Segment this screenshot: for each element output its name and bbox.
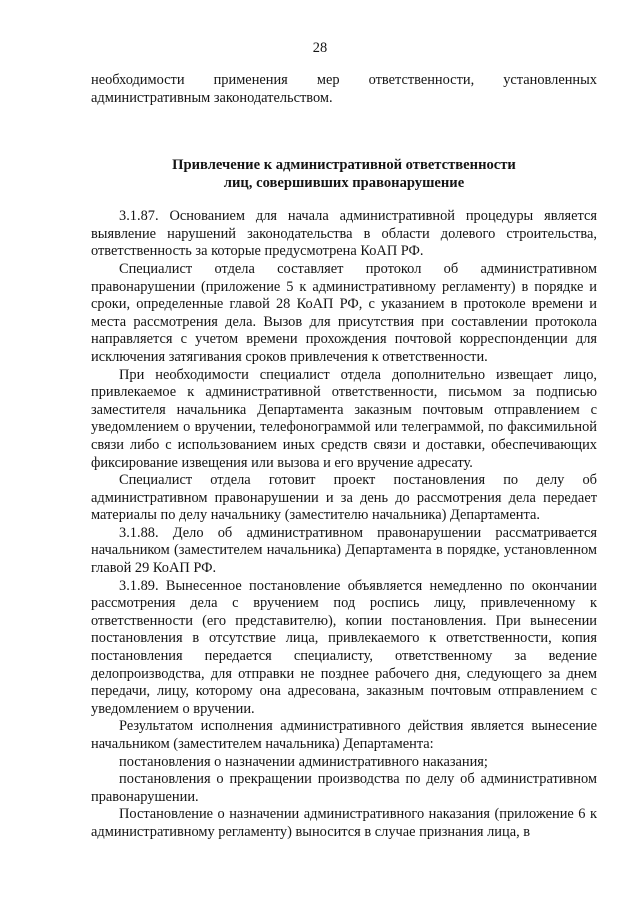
paragraph-result-item-1: постановления о назначении административного наказания; <box>119 753 488 770</box>
paragraph-draft-resolution: Специалист отдела готовит проект постановления по делу об административном правонарушении и за день до рассмотрения дела передает материалы по делу начальнику (заместителю начальника) Департамента. <box>91 472 597 524</box>
section-heading-line-2: лиц, совершивших правонарушение <box>223 175 465 192</box>
intro-paragraph: необходимости применения мер ответственности, установленных административным законодательством. <box>91 72 597 106</box>
paragraph-protocol: Специалист отдела составляет протокол об административном правонарушении (приложение 5 к административному регламенту) в порядке и сроки, определенные главой 28 КоАП РФ, с указанием в протоколе времени и места рассмотрения дела. Вызов для присутствия при составлении протокола направляется с учетом времени прохождения почтовой корреспонденции для исключения затягивания сроков привлечения к ответственности. <box>91 260 597 365</box>
paragraph-3-1-87: 3.1.87. Основанием для начала административной процедуры является выявление нарушений законодательства в области долевого строительства, ответственность за которые предусмотрена КоАП РФ. <box>91 208 597 260</box>
section-heading <box>91 156 597 192</box>
paragraph-penalty-resolution: Постановление о назначении административного наказания (приложение 6 к административному регламенту) выносится в случае признания лица, в <box>91 806 597 840</box>
paragraph-result: Результатом исполнения административного действия является вынесение начальником (заместителем начальника) Департамента: <box>91 718 597 752</box>
paragraph-3-1-88: 3.1.88. Дело об административном правонарушении рассматривается начальником (заместителем начальника) Департамента в порядке, установленном главой 29 КоАП РФ. <box>91 524 597 577</box>
paragraph-3-1-89: 3.1.89. Вынесенное постановление объявляется немедленно по окончании рассмотрения дела с вручением под роспись лицу, привлеченному к ответственности (его представителю), копии постановления. При вынесении постановления в отсутствие лица, привлекаемого к ответственности, копия постановления передается специалисту, ответственному за ведение делопроизводства, для отправки не позднее рабочего дня, следующего за днем передачи, лицу, которому она адресована, заказным почтовым отправлением с уведомлением о вручении. <box>91 577 597 717</box>
section-heading-line-1: Привлечение к административной ответственности <box>172 157 516 174</box>
page-number: 28 <box>312 40 328 56</box>
paragraph-notification: При необходимости специалист отдела дополнительно извещает лицо, привлекаемое к административной ответственности, письмом за подписью заместителя начальника Департамента заказным почтовым отправлением с уведомлением о вручении, телефонограммой или телеграммой, по факсимильной связи либо с использованием иных средств связи и доставки, обеспечивающих фиксирование извещения или вызова и его вручение адресату. <box>91 366 597 471</box>
paragraph-result-item-2: постановления о прекращении производства по делу об административном правонарушении. <box>91 771 597 805</box>
document-body <box>91 72 597 842</box>
